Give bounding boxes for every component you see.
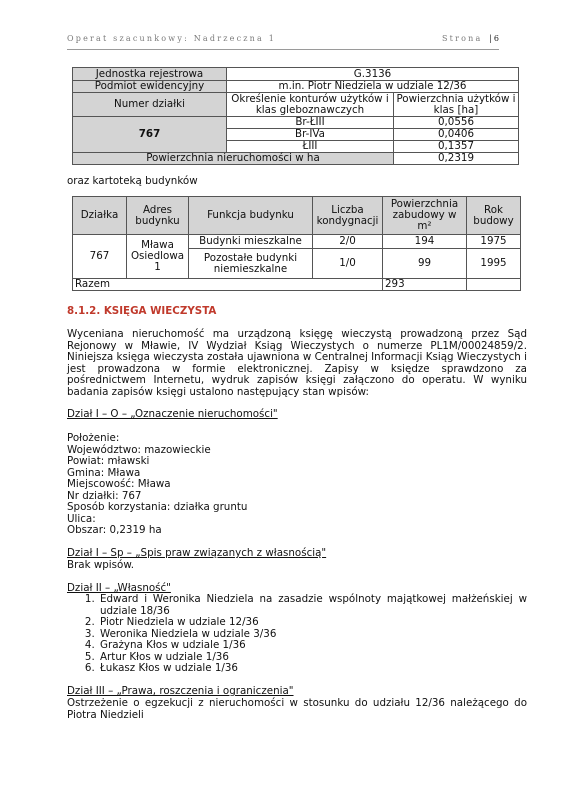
dzial-3-text: Ostrzeżenie o egzekucji z nieruchomości w stosunku do udziału 12/36 należącego do Piotra Niedzieli <box>67 697 527 721</box>
wojewodztwo: Województwo: mazowieckie <box>67 443 211 456</box>
col-header: Funkcja budynku <box>189 197 313 235</box>
col-header: Liczba kondygnacji <box>313 197 383 235</box>
building-floors: 1/0 <box>313 249 383 279</box>
total-built-value: 293 <box>383 279 467 291</box>
page-number: 6 <box>493 34 499 43</box>
section-title: 8.1.2. KSIĘGA WIECZYSTA <box>67 305 217 317</box>
dzial-3-heading: Dział III – „Prawa, roszczenia i ograniczenia" <box>67 685 294 697</box>
building-year: 1995 <box>467 249 521 279</box>
page-header <box>67 33 499 50</box>
numer-dzialki-label: Numer działki <box>73 93 227 117</box>
podmiot-value: m.in. Piotr Niedziela w udziale 12/36 <box>227 81 519 93</box>
powiat: Powiat: mławski <box>67 455 150 467</box>
dzial-1-sp-heading: Dział I – Sp – „Spis praw związanych z własnością" <box>67 547 327 559</box>
podmiot-label: Podmiot ewidencyjny <box>73 81 227 93</box>
pow-cell: 0,0556 <box>394 117 519 129</box>
building-parcel: 767 <box>73 235 127 279</box>
col-header: Powierzchnia zabudowy w m² <box>383 197 467 235</box>
col-header: Działka <box>73 197 127 235</box>
powierzchnia-header: Powierzchnia użytków i klas [ha] <box>394 93 519 117</box>
kontur-cell: Br-IVa <box>227 129 394 141</box>
buildings-intro: oraz kartoteką budynków <box>67 175 198 187</box>
page-indicator <box>442 34 499 43</box>
ulica: Ulica: <box>67 512 96 525</box>
polozenie: Położenie: <box>67 432 120 444</box>
total-area-value: 0,2319 <box>394 153 519 165</box>
dzial-1-sp-text: Brak wpisów. <box>67 559 135 571</box>
gmina: Gmina: Mława <box>67 466 141 479</box>
sposob-korzystania: Sposób korzystania: działka gruntu <box>67 501 248 513</box>
land-register-table <box>72 67 519 165</box>
jednostka-value: G.3136 <box>227 68 519 81</box>
section-intro: Wyceniana nieruchomość ma urządzoną księgę wieczystą prowadzoną przez Sąd Rejonowy w Mławie, IV Wydział Ksiąg Wieczystych o numerze PL1M/00024859/2. Niniejsza księga wieczysta została ujawniona w Centralnej Informacji Ksiąg Wieczystych i jest prowadzona w formie elektronicznej. Zapisy w księdze sprawdzono za pośrednictwem Internetu, wydruk zapisów księgi załączono do operatu. W wyniku badania zapisów księgi ustalono następujący stan wpisów: <box>67 328 527 398</box>
building-function: Pozostałe budynki niemieszkalne <box>189 249 313 279</box>
col-header: Rok budowy <box>467 197 521 235</box>
kontur-cell: ŁIII <box>227 141 394 153</box>
obszar: Obszar: 0,2319 ha <box>67 524 162 536</box>
building-area: 194 <box>383 235 467 249</box>
kontur-cell: Br-ŁIII <box>227 117 394 129</box>
owner-item: 4. Grażyna Kłos w udziale 1/36 <box>98 640 527 652</box>
page-label: Strona <box>441 34 483 43</box>
building-address: Mława Osiedlowa 1 <box>127 235 189 279</box>
pow-cell: 0,0406 <box>394 129 519 141</box>
total-area-label: Powierzchnia nieruchomości w ha <box>73 153 394 165</box>
empty-cell <box>467 279 521 291</box>
building-year: 1975 <box>467 235 521 249</box>
owner-item: 5. Artur Kłos w udziale 1/36 <box>98 652 527 664</box>
document-title: Operat szacunkowy: Nadrzeczna 1 <box>67 34 277 43</box>
buildings-table <box>72 196 521 291</box>
building-area: 99 <box>383 249 467 279</box>
building-function: Budynki mieszkalne <box>189 235 313 249</box>
miejscowosc: Miejscowość: Mława <box>67 478 171 490</box>
pow-cell: 0,1357 <box>394 141 519 153</box>
dzial-1-o-heading: Dział I – O – „Oznaczenie nieruchomości" <box>67 408 278 420</box>
owner-item: 2. Piotr Niedziela w udziale 12/36 <box>98 617 527 629</box>
building-floors: 2/0 <box>313 235 383 249</box>
nr-dzialki: Nr działki: 767 <box>67 489 142 502</box>
jednostka-label: Jednostka rejestrowa <box>73 68 227 81</box>
total-built-label: Razem <box>73 279 383 291</box>
owner-item: 3. Weronika Niedziela w udziale 3/36 <box>98 629 527 641</box>
kontur-header: Określenie konturów użytków i klas gleboznawczych <box>227 93 394 117</box>
location-block <box>67 433 527 537</box>
owner-item: 6. Łukasz Kłos w udziale 1/36 <box>98 663 527 675</box>
page-separator: | <box>489 34 492 43</box>
dzial-2-heading: Dział II – „Własność" <box>67 582 171 594</box>
owner-item: 1. Edward i Weronika Niedziela na zasadzie wspólnoty majątkowej małżeńskiej w udziale 18/36 <box>98 594 527 617</box>
owners-list <box>67 594 527 675</box>
parcel-number: 767 <box>73 117 227 153</box>
col-header: Adres budynku <box>127 197 189 235</box>
